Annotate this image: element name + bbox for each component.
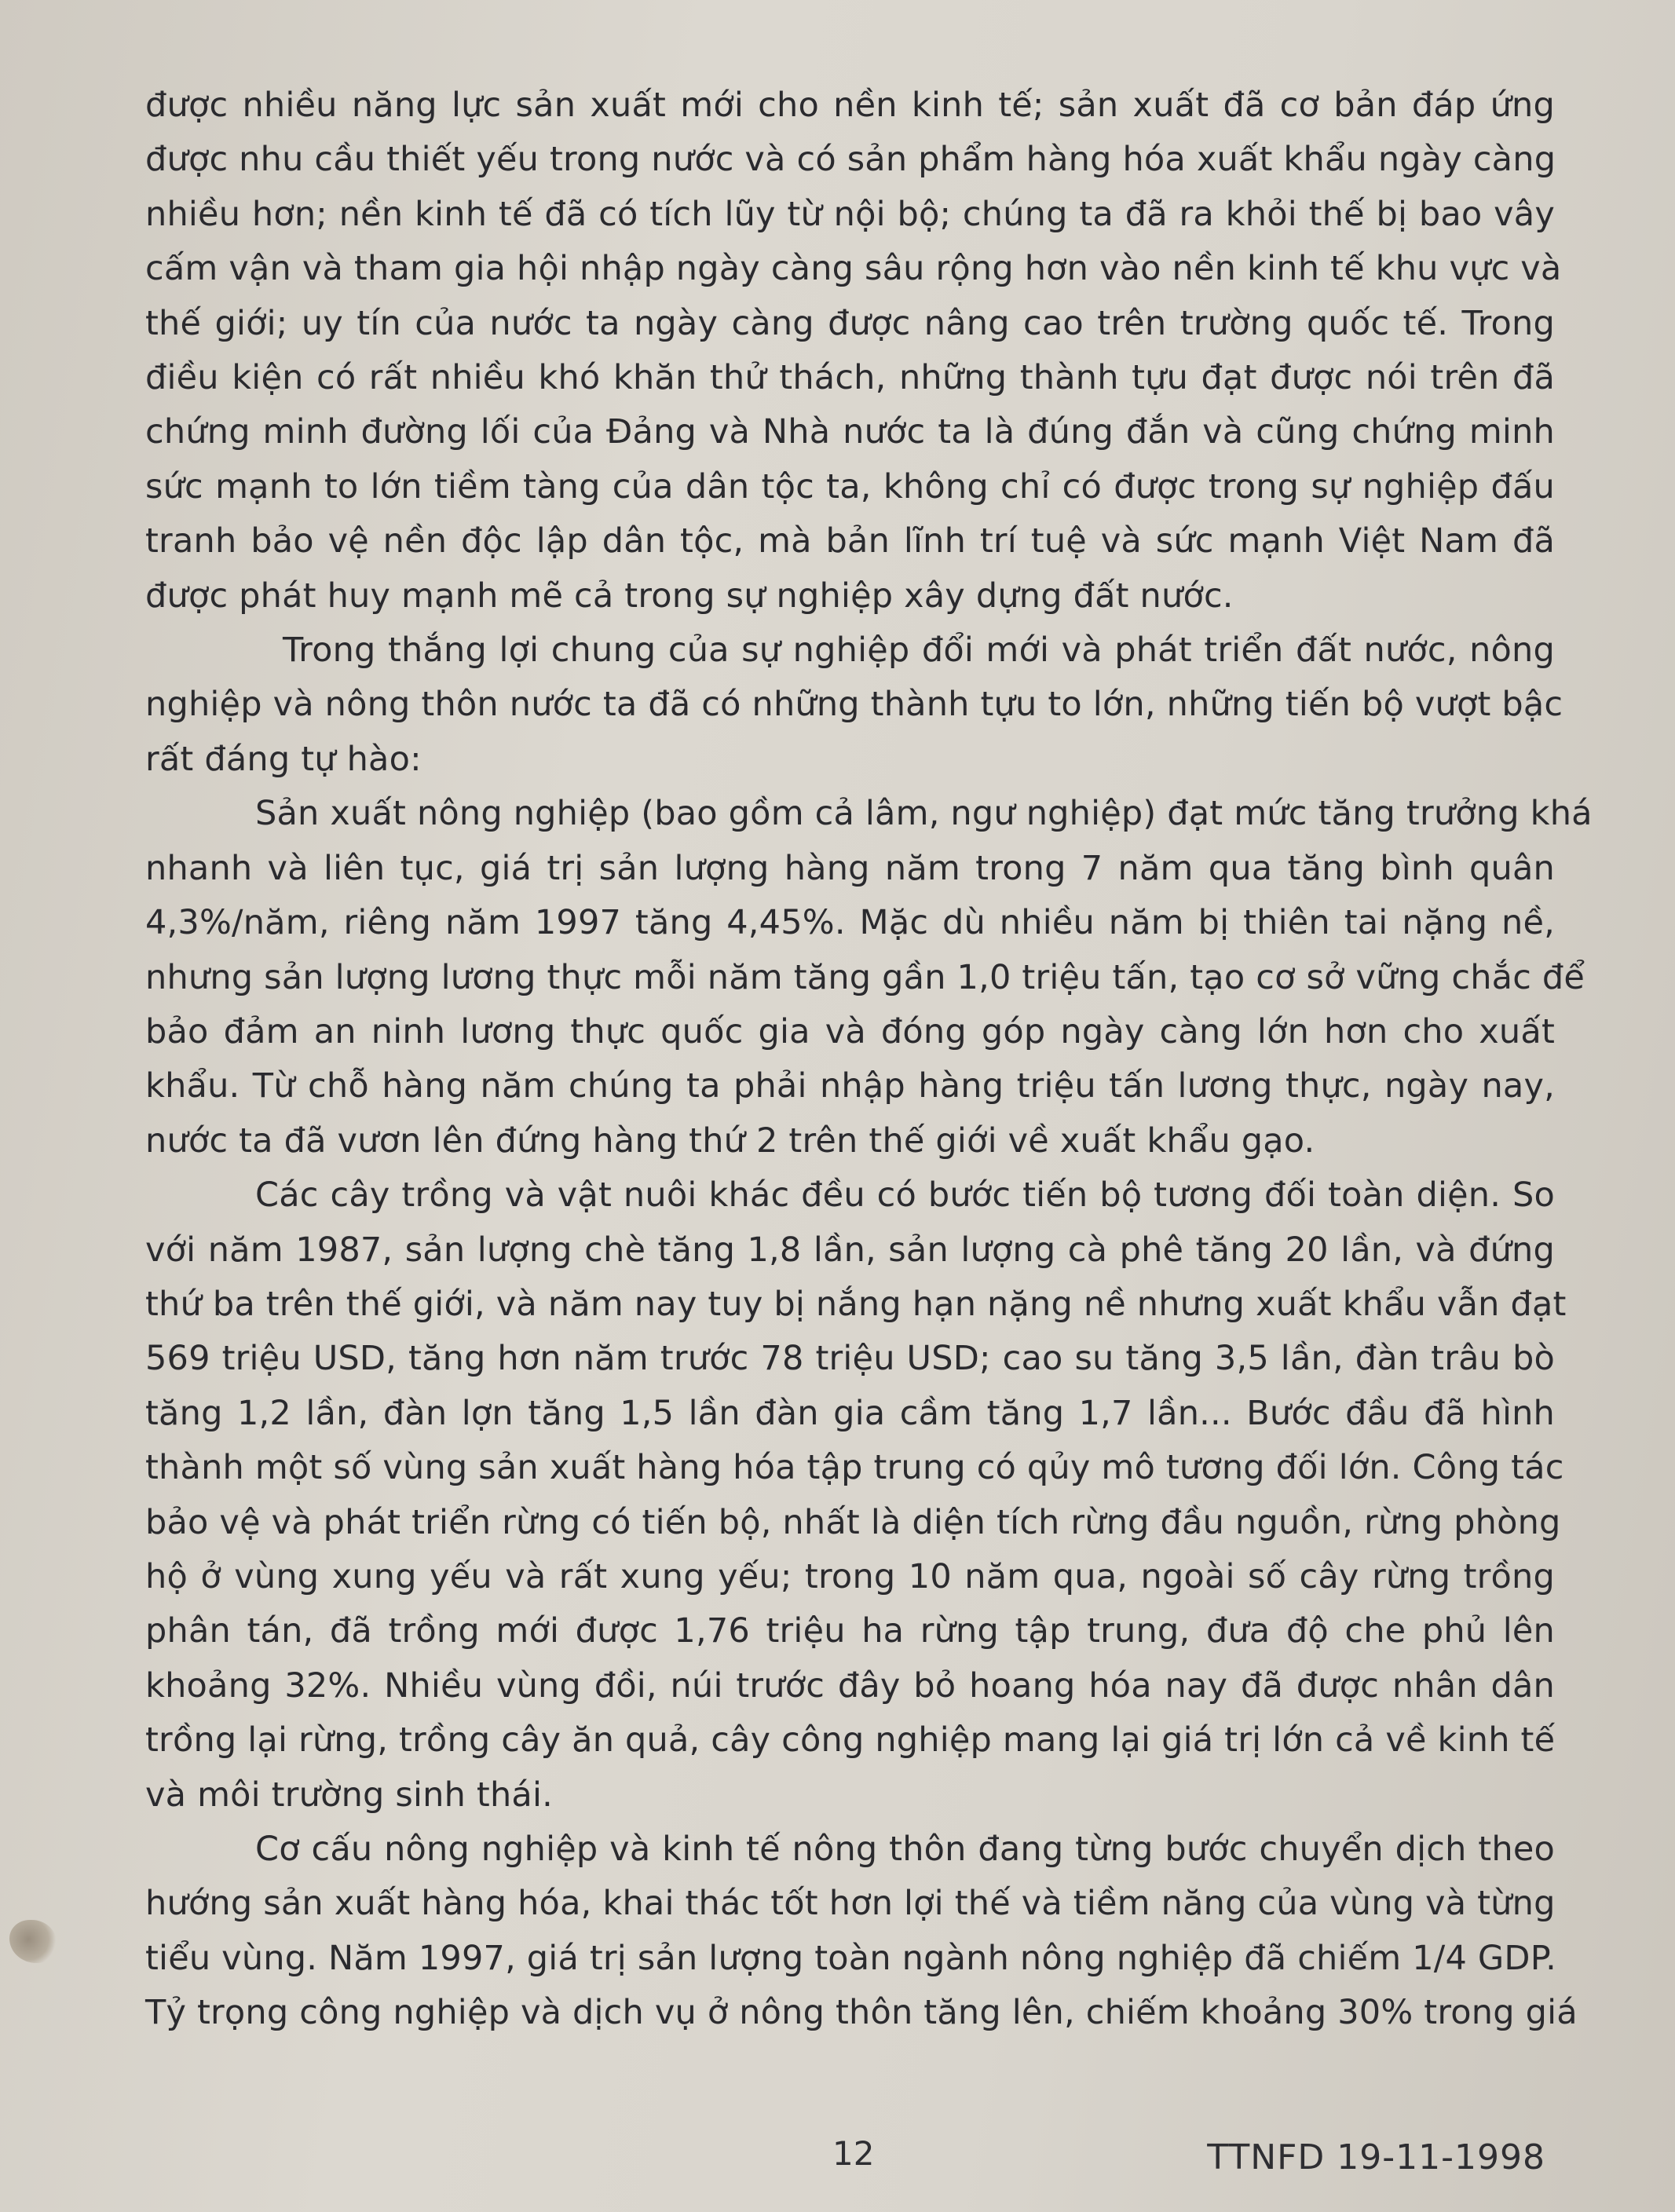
text-line: rất đáng tự hào: — [145, 739, 422, 779]
text-line: nhiều hơn; nền kinh tế đã có tích lũy từ nội bộ; chúng ta đã ra khỏi thế bị bao vây — [145, 194, 1555, 234]
text-line: được nhiều năng lực sản xuất mới cho nền kinh tế; sản xuất đã cơ bản đáp ứng — [145, 86, 1555, 125]
paragraph — [145, 623, 1563, 787]
text-line: tăng 1,2 lần, đàn lợn tăng 1,5 lần đàn gia cầm tăng 1,7 lần... Bước đầu đã hình — [145, 1393, 1555, 1433]
text-line: bảo đảm an ninh lương thực quốc gia và đóng góp ngày càng lớn hơn cho xuất — [145, 1011, 1555, 1051]
text-line: nước ta đã vươn lên đứng hàng thứ 2 trên thế giới về xuất khẩu gạo. — [145, 1121, 1315, 1161]
text-line: và môi trường sinh thái. — [145, 1775, 553, 1815]
text-line: nghiệp và nông thôn nước ta đã có những thành tựu to lớn, những tiến bộ vượt bậc — [145, 685, 1563, 725]
paragraph — [145, 1168, 1567, 1823]
text-line: Các cây trồng và vật nuôi khác đều có bước tiến bộ tương đối toàn diện. So — [255, 1175, 1555, 1216]
text-line: được nhu cầu thiết yếu trong nước và có sản phẩm hàng hóa xuất khẩu ngày càng — [145, 140, 1556, 180]
text-line: nhanh và liên tục, giá trị sản lượng hàng năm trong 7 năm qua tăng bình quân — [145, 848, 1555, 888]
paragraph — [145, 79, 1562, 623]
text-line: 4,3%/năm, riêng năm 1997 tăng 4,45%. Mặc dù nhiều năm bị thiên tai nặng nề, — [145, 903, 1555, 943]
text-line: thế giới; uy tín của nước ta ngày càng được nâng cao trên trường quốc tế. Trong — [145, 303, 1555, 343]
footer-code: TTNFD 19-11-1998 — [1207, 2137, 1545, 2177]
text-line: tranh bảo vệ nền độc lập dân tộc, mà bản lĩnh trí tuệ và sức mạnh Việt Nam đã — [145, 521, 1555, 561]
text-line: thứ ba trên thế giới, và năm nay tuy bị nắng hạn nặng nề nhưng xuất khẩu vẫn đạt — [145, 1284, 1567, 1324]
text-line: hướng sản xuất hàng hóa, khai thác tốt hơn lợi thế và tiềm năng của vùng và từng — [145, 1884, 1556, 1924]
body-text — [145, 79, 1593, 2041]
text-line: khẩu. Từ chỗ hàng năm chúng ta phải nhập hàng triệu tấn lương thực, ngày nay, — [145, 1066, 1555, 1106]
text-line: được phát huy mạnh mẽ cả trong sự nghiệp xây dựng đất nước. — [145, 576, 1234, 616]
text-line: cấm vận và tham gia hội nhập ngày càng sâu rộng hơn vào nền kinh tế khu vực và — [145, 249, 1562, 289]
text-line: với năm 1987, sản lượng chè tăng 1,8 lần, sản lượng cà phê tăng 20 lần, và đứng — [145, 1230, 1555, 1270]
text-line: sức mạnh to lớn tiềm tàng của dân tộc ta, không chỉ có được trong sự nghiệp đấu — [145, 466, 1555, 506]
text-line: điều kiện có rất nhiều khó khăn thử thách, những thành tựu đạt được nói trên đã — [145, 358, 1555, 398]
text-line: thành một số vùng sản xuất hàng hóa tập trung có qủy mô tương đối lớn. Công tác — [145, 1448, 1564, 1488]
page-stain — [9, 1920, 57, 1963]
text-line: 569 triệu USD, tăng hơn năm trước 78 triệu USD; cao su tăng 3,5 lần, đàn trâu bò — [145, 1339, 1555, 1379]
paragraph — [145, 787, 1593, 1168]
text-line: phân tán, đã trồng mới được 1,76 triệu ha rừng tập trung, đưa độ che phủ lên — [145, 1611, 1555, 1651]
text-line: bảo vệ và phát triển rừng có tiến bộ, nhất là diện tích rừng đầu nguồn, rừng phòng — [145, 1502, 1561, 1542]
text-line: chứng minh đường lối của Đảng và Nhà nước ta là đúng đắn và cũng chứng minh — [145, 412, 1555, 452]
text-line: Cơ cấu nông nghiệp và kinh tế nông thôn đang từng bước chuyển dịch theo — [255, 1830, 1555, 1869]
text-line: Tỷ trọng công nghiệp và dịch vụ ở nông thôn tăng lên, chiếm khoảng 30% trong giá — [145, 1993, 1578, 2033]
text-line: nhưng sản lượng lương thực mỗi năm tăng gần 1,0 triệu tấn, tạo cơ sở vững chắc để — [145, 957, 1585, 997]
text-line: hộ ở vùng xung yếu và rất xung yếu; trong 10 năm qua, ngoài số cây rừng trồng — [145, 1556, 1555, 1596]
text-line: Trong thắng lợi chung của sự nghiệp đổi mới và phát triển đất nước, nông — [283, 631, 1555, 671]
paragraph — [145, 1823, 1578, 2041]
text-line: trồng lại rừng, trồng cây ăn quả, cây công nghiệp mang lại giá trị lớn cả về kinh tế — [145, 1720, 1556, 1760]
text-line: khoảng 32%. Nhiều vùng đồi, núi trước đây bỏ hoang hóa nay đã được nhân dân — [145, 1665, 1555, 1706]
page-number: 12 — [832, 2134, 875, 2173]
text-line: tiểu vùng. Năm 1997, giá trị sản lượng toàn ngành nông nghiệp đã chiếm 1/4 GDP. — [145, 1938, 1557, 1978]
text-line: Sản xuất nông nghiệp (bao gồm cả lâm, ngư nghiệp) đạt mức tăng trưởng khá — [255, 794, 1593, 834]
